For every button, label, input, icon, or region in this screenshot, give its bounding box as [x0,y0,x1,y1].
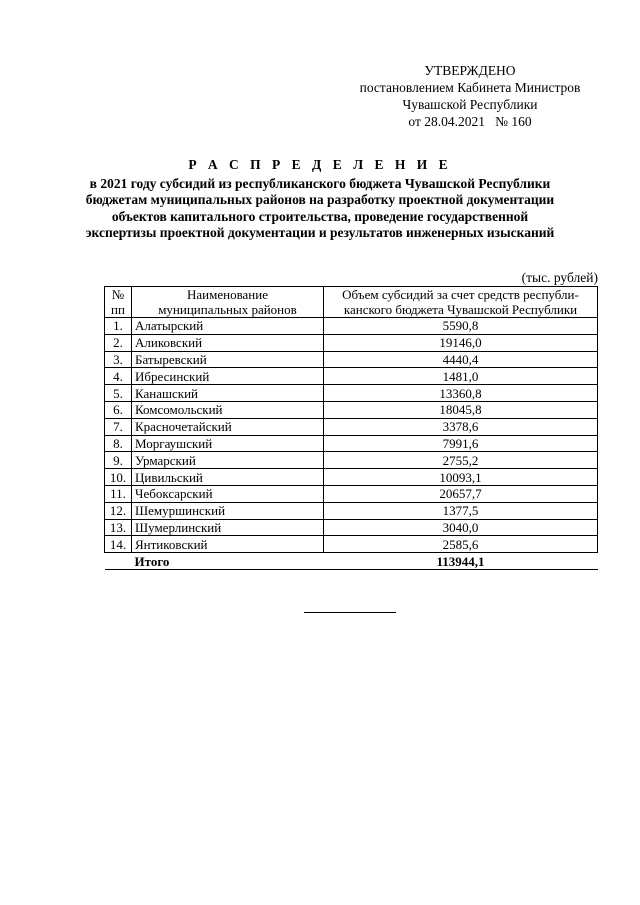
row-num: 13. [105,519,132,536]
title-line: в 2021 году субсидий из республиканского бюджета Чувашской Республики [89,175,551,191]
table-row [105,318,598,335]
total-label: Итого [132,553,324,570]
header-num-line2: пп [111,302,125,317]
row-num: 10. [105,469,132,486]
row-district-name: Алатырский [132,318,324,335]
table-header-row [105,287,598,318]
row-district-name: Цивильский [132,469,324,486]
table-row [105,334,598,351]
table-row [105,385,598,402]
table-row [105,401,598,418]
row-district-name: Батыревский [132,351,324,368]
approval-date-number: от 28.04.2021 № 160 [408,114,532,129]
row-subsidy-value: 5590,8 [324,318,598,335]
row-subsidy-value: 20657,7 [324,485,598,502]
header-value [324,287,598,318]
row-num: 6. [105,401,132,418]
total-row [105,553,598,570]
row-num: 11. [105,485,132,502]
row-num: 2. [105,334,132,351]
row-subsidy-value: 3040,0 [324,519,598,536]
table-row [105,435,598,452]
row-district-name: Шемуршинский [132,502,324,519]
row-district-name: Моргаушский [132,435,324,452]
document-title [40,157,600,242]
table-row [105,351,598,368]
table-row [105,469,598,486]
row-district-name: Комсомольский [132,401,324,418]
header-name [132,287,324,318]
title-main: Р А С П Р Е Д Е Л Е Н И Е [188,157,452,172]
row-district-name: Красночетайский [132,418,324,435]
table-body [105,318,598,570]
row-subsidy-value: 19146,0 [324,334,598,351]
row-num: 9. [105,452,132,469]
row-subsidy-value: 1377,5 [324,502,598,519]
row-subsidy-value: 2585,6 [324,536,598,553]
row-subsidy-value: 1481,0 [324,368,598,385]
title-line: объектов капитального строительства, проведение государственной [111,208,529,224]
row-num: 12. [105,502,132,519]
row-subsidy-value: 13360,8 [324,385,598,402]
title-line: бюджетам муниципальных районов на разработку проектной документации [85,192,555,207]
units-label: (тыс. рублей) [521,270,598,285]
row-subsidy-value: 7991,6 [324,435,598,452]
row-district-name: Урмарский [132,452,324,469]
row-subsidy-value: 10093,1 [324,469,598,486]
row-num: 4. [105,368,132,385]
row-subsidy-value: 18045,8 [324,401,598,418]
row-num: 7. [105,418,132,435]
header-name-line1: Наименование [187,287,268,302]
table-row [105,485,598,502]
table-row [105,452,598,469]
header-num [105,287,132,318]
table-row [105,418,598,435]
row-subsidy-value: 4440,4 [324,351,598,368]
row-district-name: Янтиковский [132,536,324,553]
row-district-name: Аликовский [132,334,324,351]
row-subsidy-value: 3378,6 [324,418,598,435]
subsidy-table [104,286,598,570]
total-value: 113944,1 [324,553,598,570]
row-num: 1. [105,318,132,335]
header-num-line1: № [111,287,125,302]
header-value-line1: Объем субсидий за счет средств республи- [342,287,579,302]
approval-decree: постановлением Кабинета Министров [359,80,581,95]
header-value-line2: канского бюджета Чувашской Республики [343,302,578,317]
header-name-line2: муниципальных районов [158,302,297,317]
row-num: 3. [105,351,132,368]
title-line: экспертизы проектной документации и результатов инженерных изысканий [85,225,555,240]
table-row [105,536,598,553]
approval-republic: Чувашской Республики [402,97,538,112]
footer-divider [304,612,396,613]
table-row [105,519,598,536]
row-num: 8. [105,435,132,452]
row-district-name: Чебоксарский [132,485,324,502]
row-district-name: Канашский [132,385,324,402]
row-district-name: Шумерлинский [132,519,324,536]
row-district-name: Ибресинский [132,368,324,385]
table-row [105,368,598,385]
approval-title: УТВЕРЖДЕНО [424,63,516,78]
total-num-cell [105,553,132,570]
row-subsidy-value: 2755,2 [324,452,598,469]
row-num: 14. [105,536,132,553]
approval-block [340,62,600,130]
table-row [105,502,598,519]
row-num: 5. [105,385,132,402]
